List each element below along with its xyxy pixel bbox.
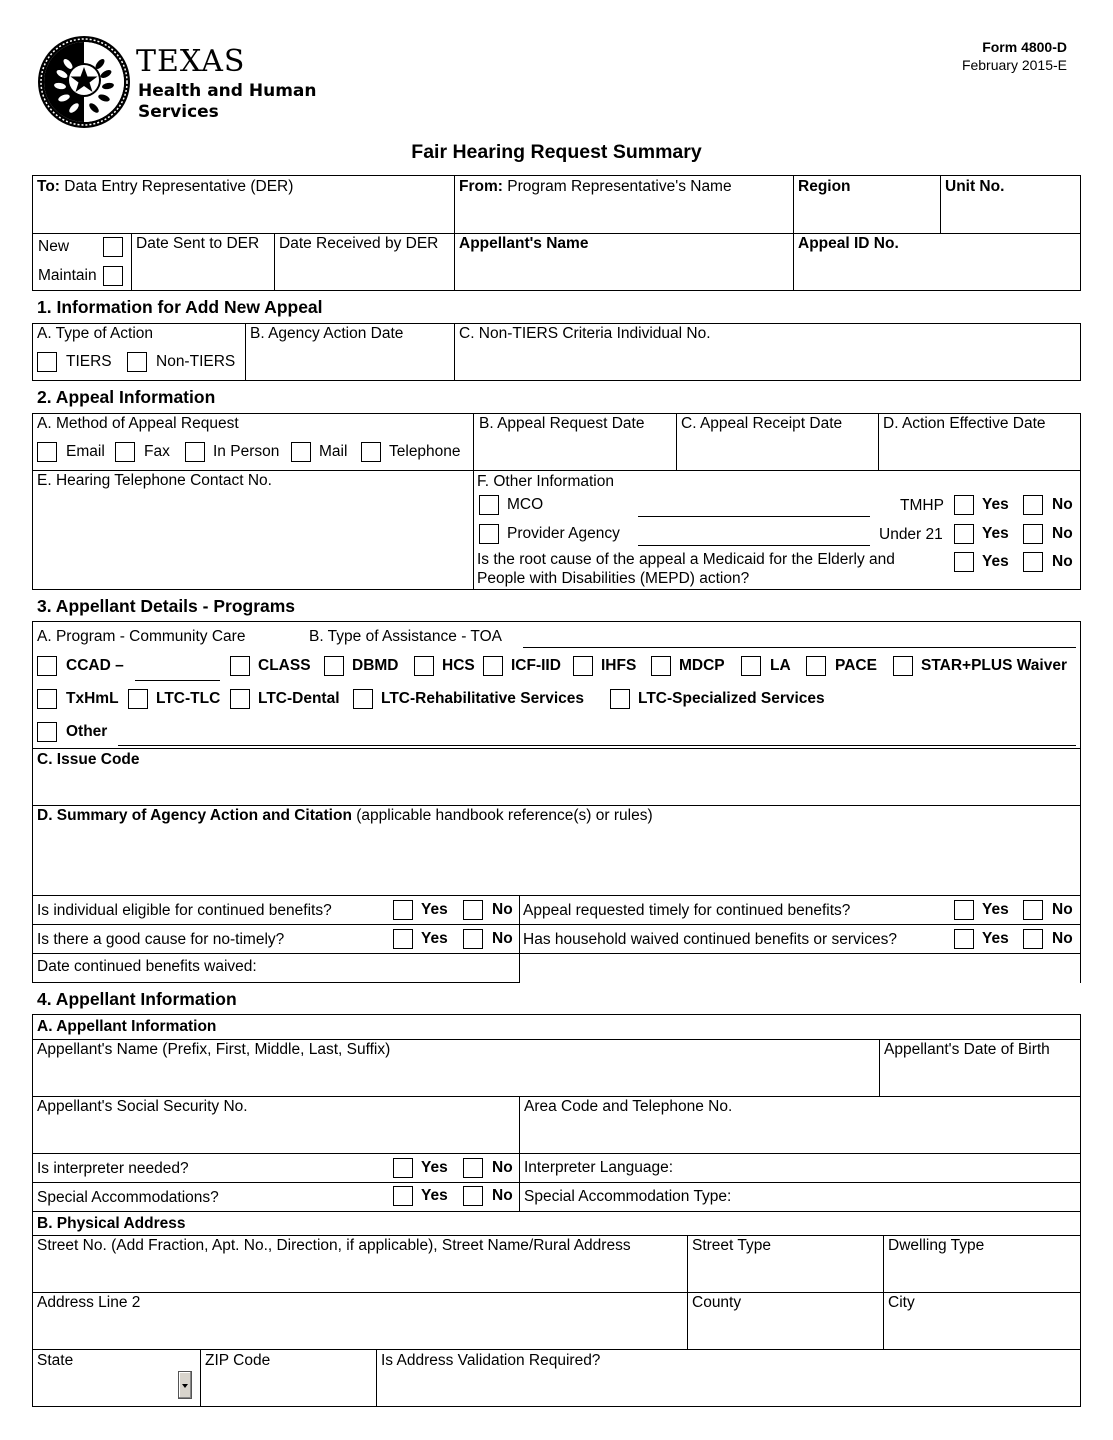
other-info-label: F. Other Information (477, 473, 614, 490)
request-date-label: B. Appeal Request Date (479, 415, 645, 432)
ltc-tlc-checkbox[interactable] (128, 689, 148, 709)
other-input[interactable] (118, 723, 1080, 746)
section-3-heading: 3. Appellant Details - Programs (37, 596, 296, 616)
ccad-checkbox[interactable] (37, 656, 57, 676)
effective-date-input[interactable] (882, 437, 1079, 467)
under21-no-checkbox[interactable] (1023, 524, 1043, 544)
interpreter-question: Is interpreter needed? (37, 1160, 189, 1177)
request-date-input[interactable] (478, 437, 675, 467)
street-label: Street No. (Add Fraction, Apt. No., Direction, if applicable), Street Name/Rural Address (37, 1237, 631, 1254)
to-field-label: To: Data Entry Representative (DER) (37, 178, 294, 195)
class-label: CLASS (258, 657, 311, 674)
ltc-rehab-label: LTC-Rehabilitative Services (381, 690, 585, 707)
email-label: Email (66, 443, 105, 460)
tmhp-no-label: No (1052, 496, 1073, 513)
mco-label: MCO (507, 496, 544, 513)
agency-action-date-input[interactable] (249, 347, 453, 377)
good-cause-no-checkbox[interactable] (463, 929, 483, 949)
address-validation-label: Is Address Validation Required? (381, 1352, 601, 1369)
maintain-label: Maintain (38, 267, 97, 284)
in-person-label: In Person (213, 443, 280, 460)
eligible-yes-checkbox[interactable] (393, 900, 413, 920)
timely-question: Appeal requested timely for continued benefits? (523, 902, 851, 919)
waived-question: Has household waived continued benefits or services? (523, 931, 897, 948)
mepd-question-line2: People with Disabilities (MEPD) action? (477, 570, 750, 587)
physical-address-subheading: B. Physical Address (37, 1215, 186, 1232)
telephone-checkbox[interactable] (361, 442, 381, 462)
waived-no-label: No (1052, 930, 1073, 947)
unit-no-label: Unit No. (945, 178, 1005, 195)
accommodation-type-label: Special Accommodation Type: (524, 1188, 732, 1205)
address-line2-label: Address Line 2 (37, 1294, 141, 1311)
dwelling-type-label: Dwelling Type (888, 1237, 985, 1254)
appellant-name-input[interactable] (458, 257, 792, 287)
mepd-no-checkbox[interactable] (1023, 552, 1043, 572)
address-line2-input[interactable] (36, 1316, 686, 1346)
tiers-label: TIERS (66, 353, 112, 370)
star-plus-waiver-label: STAR+PLUS Waiver (921, 657, 1067, 674)
street-input[interactable] (36, 1259, 686, 1289)
ssn-label: Appellant's Social Security No. (37, 1098, 248, 1115)
issue-code-label: C. Issue Code (37, 751, 140, 768)
zip-input[interactable] (204, 1374, 376, 1404)
good-cause-question: Is there a good cause for no-timely? (37, 931, 285, 948)
summary-label: D. Summary of Agency Action and Citation (applicable handbook reference(s) or rules) (37, 807, 653, 824)
texas-seal-icon (36, 34, 132, 130)
txhml-checkbox[interactable] (37, 689, 57, 709)
good-cause-yes-checkbox[interactable] (393, 929, 413, 949)
accommodations-yes-label: Yes (421, 1187, 448, 1204)
ltc-rehab-checkbox[interactable] (353, 689, 373, 709)
accommodation-type-input[interactable] (748, 1186, 1080, 1210)
appellant-full-name-input[interactable] (36, 1063, 878, 1093)
tmhp-yes-label: Yes (982, 496, 1009, 513)
section-1-heading: 1. Information for Add New Appeal (37, 297, 323, 317)
fax-checkbox[interactable] (115, 442, 135, 462)
provider-agency-checkbox[interactable] (479, 524, 499, 544)
accommodations-no-label: No (492, 1187, 513, 1204)
email-checkbox[interactable] (37, 442, 57, 462)
county-label: County (692, 1294, 742, 1311)
county-input[interactable] (691, 1316, 882, 1346)
star-plus-waiver-checkbox[interactable] (893, 656, 913, 676)
waived-yes-checkbox[interactable] (954, 929, 974, 949)
street-type-label: Street Type (692, 1237, 771, 1254)
hearing-phone-label: E. Hearing Telephone Contact No. (37, 472, 272, 489)
issue-code-input[interactable] (36, 773, 1080, 803)
provider-agency-input[interactable] (638, 523, 874, 546)
la-checkbox[interactable] (741, 656, 761, 676)
effective-date-label: D. Action Effective Date (883, 415, 1046, 432)
accommodations-no-checkbox[interactable] (463, 1186, 483, 1206)
hcs-label: HCS (442, 657, 475, 674)
date-sent-label: Date Sent to DER (136, 235, 260, 252)
provider-agency-label: Provider Agency (507, 525, 620, 542)
interpreter-no-label: No (492, 1159, 513, 1176)
la-label: LA (770, 657, 791, 674)
dwelling-type-input[interactable] (887, 1259, 1080, 1289)
timely-yes-label: Yes (982, 901, 1009, 918)
hearing-phone-input[interactable] (36, 495, 472, 525)
dob-input[interactable] (883, 1063, 1080, 1093)
under21-yes-checkbox[interactable] (954, 524, 974, 544)
appeal-id-label: Appeal ID No. (798, 235, 899, 252)
ihfs-checkbox[interactable] (573, 656, 593, 676)
class-checkbox[interactable] (230, 656, 250, 676)
telephone-label: Telephone (389, 443, 461, 460)
eligible-question: Is individual eligible for continued benefits? (37, 902, 332, 919)
mepd-yes-checkbox[interactable] (954, 552, 974, 572)
section-4-heading: 4. Appellant Information (37, 989, 237, 1009)
mco-input[interactable] (638, 494, 874, 517)
non-tiers-checkbox[interactable] (127, 352, 147, 372)
under21-yes-label: Yes (982, 525, 1009, 542)
txhml-label: TxHmL (66, 690, 119, 707)
mepd-question-line1: Is the root cause of the appeal a Medicaid for the Elderly and (477, 551, 895, 568)
date-sent-input[interactable] (135, 257, 274, 287)
date-waived-label: Date continued benefits waived: (37, 958, 257, 975)
mco-checkbox[interactable] (479, 495, 499, 515)
logo-line3: Services (138, 102, 219, 122)
ltc-specialized-checkbox[interactable] (610, 689, 630, 709)
state-label: State (37, 1352, 74, 1369)
from-field-label: From: Program Representative's Name (459, 178, 732, 195)
method-label: A. Method of Appeal Request (37, 415, 239, 432)
region-label: Region (798, 178, 851, 195)
ltc-dental-checkbox[interactable] (230, 689, 250, 709)
new-label: New (38, 238, 70, 255)
tmhp-yes-checkbox[interactable] (954, 495, 974, 515)
interpreter-language-label: Interpreter Language: (524, 1159, 674, 1176)
date-received-input[interactable] (278, 257, 454, 287)
ccad-label: CCAD – (66, 657, 124, 674)
eligible-yes-label: Yes (421, 901, 448, 918)
logo-line2: Health and Human (138, 81, 317, 101)
tmhp-no-checkbox[interactable] (1023, 495, 1043, 515)
logo-texas-text: TEXAS (136, 44, 246, 79)
non-tiers-label: Non-TIERS (156, 353, 236, 370)
interpreter-no-checkbox[interactable] (463, 1158, 483, 1178)
toa-input[interactable] (523, 625, 1080, 648)
eligible-no-checkbox[interactable] (463, 900, 483, 920)
appellant-full-name-label: Appellant's Name (Prefix, First, Middle, Last, Suffix) (37, 1041, 391, 1058)
ssn-input[interactable] (36, 1120, 518, 1150)
phone-label: Area Code and Telephone No. (524, 1098, 733, 1115)
interpreter-yes-checkbox[interactable] (393, 1158, 413, 1178)
ltc-specialized-label: LTC-Specialized Services (638, 690, 825, 707)
date-waived-input[interactable] (272, 956, 520, 981)
timely-no-checkbox[interactable] (1023, 900, 1043, 920)
fax-label: Fax (144, 443, 170, 460)
under21-label: Under 21 (879, 526, 943, 543)
unit-no-input[interactable] (944, 200, 1080, 230)
ihfs-label: IHFS (601, 657, 637, 674)
ltc-tlc-label: LTC-TLC (156, 690, 221, 707)
timely-yes-checkbox[interactable] (954, 900, 974, 920)
state-dropdown[interactable] (36, 1372, 196, 1402)
summary-textarea[interactable] (36, 829, 1080, 895)
dbmd-checkbox[interactable] (324, 656, 344, 676)
form-number: Form 4800-D (982, 39, 1067, 55)
date-received-label: Date Received by DER (279, 235, 439, 252)
other-label: Other (66, 723, 108, 740)
non-tiers-criteria-input[interactable] (458, 347, 1079, 377)
mepd-no-label: No (1052, 553, 1073, 570)
in-person-checkbox[interactable] (185, 442, 205, 462)
region-input[interactable] (797, 200, 939, 230)
form-date: February 2015-E (961, 57, 1067, 73)
city-label: City (888, 1294, 915, 1311)
mepd-yes-label: Yes (982, 553, 1009, 570)
state-dropdown-arrow-icon[interactable] (178, 1371, 192, 1399)
tmhp-label: TMHP (900, 497, 944, 514)
new-checkbox[interactable] (103, 237, 123, 257)
interpreter-language-input[interactable] (684, 1157, 1080, 1181)
non-tiers-criteria-label: C. Non-TIERS Criteria Individual No. (459, 325, 711, 342)
street-type-input[interactable] (691, 1259, 882, 1289)
receipt-date-input[interactable] (680, 437, 877, 467)
from-input[interactable] (458, 200, 792, 230)
maintain-checkbox[interactable] (103, 266, 123, 286)
program-label: A. Program - Community Care (37, 628, 246, 645)
city-input[interactable] (887, 1316, 1080, 1346)
tiers-checkbox[interactable] (37, 352, 57, 372)
hcs-checkbox[interactable] (414, 656, 434, 676)
mail-label: Mail (319, 443, 348, 460)
other-checkbox[interactable] (37, 722, 57, 742)
accommodations-yes-checkbox[interactable] (393, 1186, 413, 1206)
accommodations-question: Special Accommodations? (37, 1189, 219, 1206)
toa-label: B. Type of Assistance - TOA (309, 628, 502, 645)
appellant-name-label: Appellant's Name (459, 235, 589, 252)
mdcp-label: MDCP (679, 657, 725, 674)
waived-yes-label: Yes (982, 930, 1009, 947)
agency-action-date-label: B. Agency Action Date (250, 325, 404, 342)
section-2-heading: 2. Appeal Information (37, 387, 216, 407)
dbmd-label: DBMD (352, 657, 399, 674)
waived-no-checkbox[interactable] (1023, 929, 1043, 949)
pace-checkbox[interactable] (806, 656, 826, 676)
mail-checkbox[interactable] (291, 442, 311, 462)
phone-input[interactable] (523, 1120, 1080, 1150)
to-input[interactable] (36, 200, 454, 230)
receipt-date-label: C. Appeal Receipt Date (681, 415, 843, 432)
dob-label: Appellant's Date of Birth (884, 1041, 1050, 1058)
eligible-no-label: No (492, 901, 513, 918)
address-validation-input[interactable] (380, 1374, 1080, 1404)
type-of-action-label: A. Type of Action (37, 325, 154, 342)
icf-iid-label: ICF-IID (511, 657, 561, 674)
appeal-id-input[interactable] (797, 257, 1079, 287)
under21-no-label: No (1052, 525, 1073, 542)
zip-label: ZIP Code (205, 1352, 271, 1369)
ltc-dental-label: LTC-Dental (258, 690, 340, 707)
good-cause-no-label: No (492, 930, 513, 947)
appellant-info-subheading: A. Appellant Information (37, 1018, 217, 1035)
interpreter-yes-label: Yes (421, 1159, 448, 1176)
ccad-input[interactable] (135, 658, 224, 681)
icf-iid-checkbox[interactable] (483, 656, 503, 676)
pace-label: PACE (835, 657, 877, 674)
page-title: Fair Hearing Request Summary (411, 141, 702, 163)
mdcp-checkbox[interactable] (651, 656, 671, 676)
good-cause-yes-label: Yes (421, 930, 448, 947)
timely-no-label: No (1052, 901, 1073, 918)
